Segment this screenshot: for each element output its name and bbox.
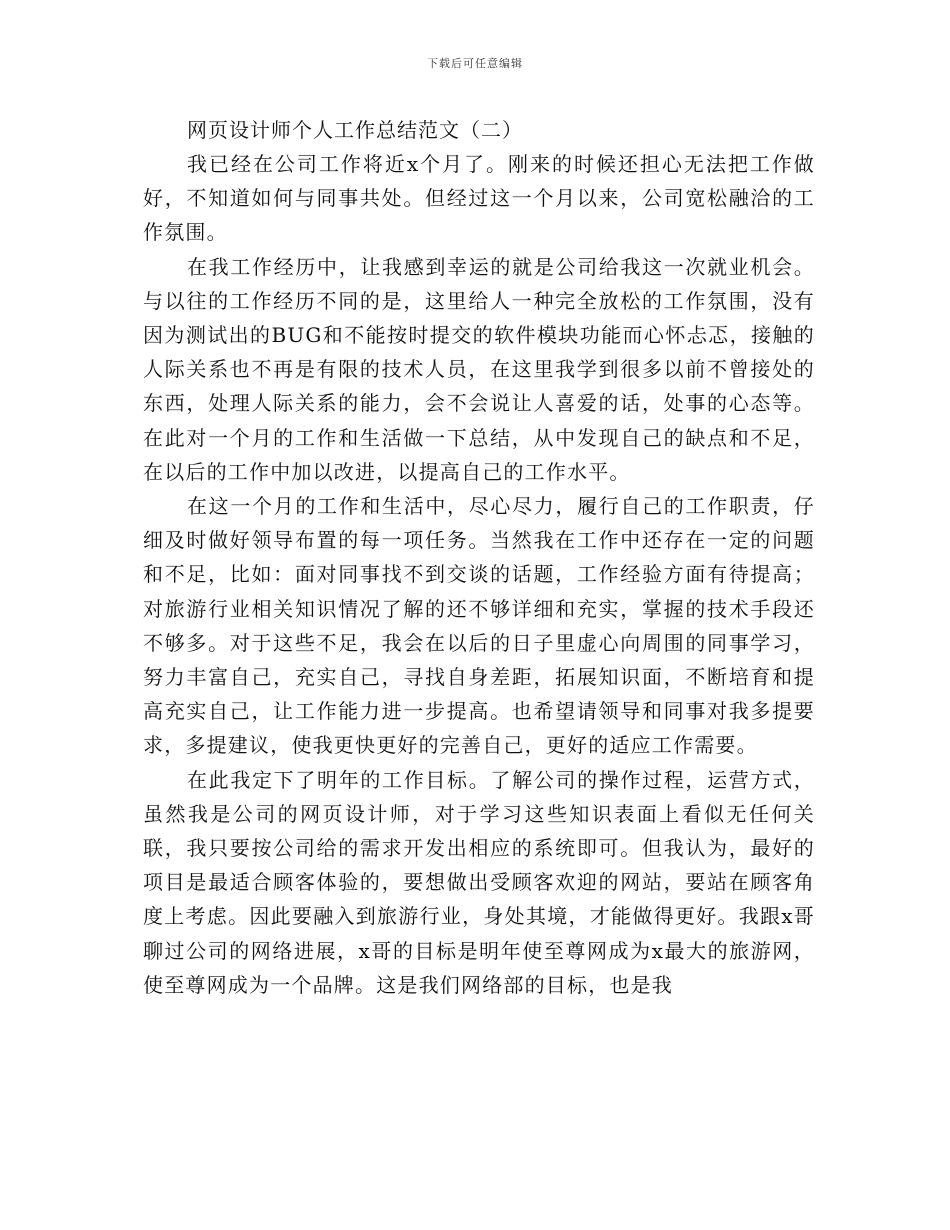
paragraph-3: 在这一个月的工作和生活中，尽心尽力，履行自己的工作职责，仔细及时做好领导布置的每一项任务。当然我在工作中还存在一定的问题和不足，比如：面对同事找不到交谈的话题，工作经验方面有待提高；对旅游行业相关知识情况了解的还不够详细和充实，掌握的技术手段还不够多。对于这些不足，我会在以后的日子里虚心向周围的同事学习，努力丰富自己，充实自己，寻找自身差距，拓展知识面，不断培育和提高充实自己，让工作能力进一步提高。也希望请领导和同事对我多提要求，多提建议，使我更快更好的完善自己，更好的适应工作需要。 — [143, 494, 815, 758]
document-title: 网页设计师个人工作总结范文（二） — [187, 118, 523, 142]
paragraph-4: 在此我定下了明年的工作目标。了解公司的操作过程，运营方式，虽然我是公司的网页设计师，对于学习这些知识表面上看似无任何关联，我只要按公司给的需求开发出相应的系统即可。但我认为，最好的项目是最适合顾客体验的，要想做出受顾客欢迎的网站，要站在顾客角度上考虑。因此要融入到旅游行业，身处其境，才能做得更好。我跟x哥聊过公司的网络进展，x哥的目标是明年使至尊网成为x最大的旅游网，使至尊网成为一个品牌。这是我们网络部的目标，也是我 — [143, 767, 815, 997]
paragraph-2: 在我工作经历中，让我感到幸运的就是公司给我这一次就业机会。与以往的工作经历不同的是，这里给人一种完全放松的工作氛围，没有因为测试出的BUG和不能按时提交的软件模块功能而心怀忐忑，接触的人际关系也不再是有限的技术人员，在这里我学到很多以前不曾接处的东西，处理人际关系的能力，会不会说让人喜爱的话，处事的心态等。在此对一个月的工作和生活做一下总结，从中发现自己的缺点和不足，在以后的工作中加以改进，以提高自己的工作水平。 — [143, 254, 815, 484]
paragraph-1: 我已经在公司工作将近x个月了。刚来的时候还担心无法把工作做好，不知道如何与同事共处。但经过这一个月以来，公司宽松融洽的工作氛围。 — [143, 152, 815, 245]
document-body — [143, 113, 815, 1002]
header-note: 下载后可任意编辑 — [427, 57, 523, 70]
